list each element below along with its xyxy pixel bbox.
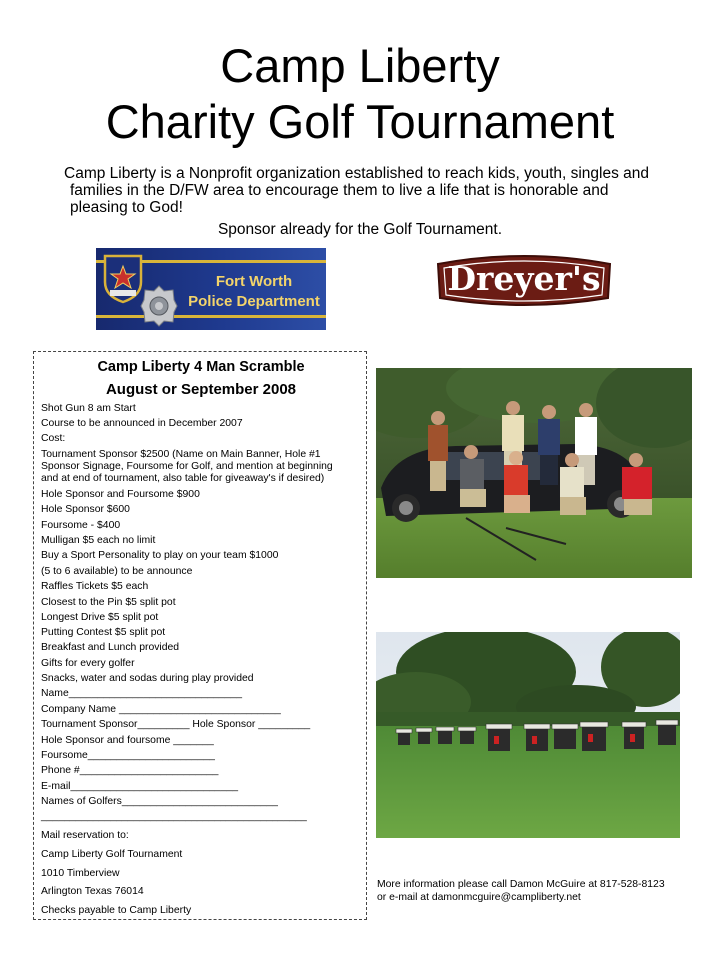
- contact-line: More information please call Damon McGuire at 817-528-8123: [377, 879, 665, 890]
- form-line: and at end of tournament, also table for giveaway's if desired): [41, 473, 325, 484]
- email-field: E-mail_____________________________: [41, 781, 239, 792]
- sponsor-note: Sponsor already for the Golf Tournament.: [217, 221, 503, 238]
- golf-carts-photo: [376, 632, 680, 838]
- police-text-line2: Police Department: [188, 293, 320, 310]
- form-line: (5 to 6 available) to be announce: [41, 566, 193, 577]
- form-line: Sponsor Signage, Foursome for Golf, and mention at beginning: [41, 461, 333, 472]
- intro-line: Camp Liberty is a Nonprofit organization established to reach kids, youth, singles and: [64, 165, 650, 182]
- company-name-field: Company Name ____________________________: [41, 704, 281, 715]
- form-line: Raffles Tickets $5 each: [41, 581, 149, 592]
- mail-line: Checks payable to Camp Liberty: [41, 905, 192, 916]
- form-line: Hole Sponsor and Foursome $900: [41, 489, 200, 500]
- police-patch-icon: [102, 252, 144, 304]
- form-line: Snacks, water and sodas during play provided: [41, 673, 254, 684]
- golfers-group-image: [376, 368, 692, 578]
- form-subtitle: August or September 2008: [105, 381, 297, 398]
- form-line: Shot Gun 8 am Start: [41, 403, 136, 414]
- mail-line: 1010 Timberview: [41, 868, 120, 879]
- page-title-line2: Charity Golf Tournament: [105, 95, 615, 148]
- banner-stripe: [96, 315, 326, 318]
- form-line: Gifts for every golfer: [41, 658, 135, 669]
- sponsor-type-field: Tournament Sponsor_________ Hole Sponsor _________: [41, 719, 311, 730]
- mail-line: Mail reservation to:: [41, 830, 129, 841]
- registration-form-box: [33, 351, 367, 920]
- hole-sponsor-foursome-field: Hole Sponsor and foursome _______: [41, 735, 214, 746]
- mail-line: Camp Liberty Golf Tournament: [41, 849, 183, 860]
- name-field: Name______________________________: [41, 688, 243, 699]
- form-line: Buy a Sport Personality to play on your team $1000: [41, 550, 279, 561]
- tournament-sponsor-paragraph: [41, 449, 359, 485]
- police-logo-text: [184, 272, 324, 312]
- form-line: Hole Sponsor $600: [41, 504, 130, 515]
- police-badge-icon: [140, 284, 178, 328]
- intro-line: families in the D/FW area to encourage them to live a life that is honorable and: [70, 182, 609, 199]
- intro-paragraph: [64, 165, 684, 216]
- contact-info: [377, 878, 665, 904]
- form-line: Foursome - $400: [41, 520, 121, 531]
- golfer-names-field-line2: ______________________________________________: [41, 811, 307, 822]
- contact-line: or e-mail at damonmcguire@campliberty.net: [377, 892, 581, 903]
- form-line: Cost:: [41, 433, 66, 444]
- fort-worth-police-logo: [96, 248, 326, 330]
- police-text-line1: Fort Worth: [215, 273, 293, 290]
- golfer-names-field: Names of Golfers___________________________: [41, 796, 278, 807]
- form-line: Closest to the Pin $5 split pot: [41, 597, 176, 608]
- form-title: Camp Liberty 4 Man Scramble: [97, 359, 305, 375]
- mail-line: Arlington Texas 76014: [41, 886, 144, 897]
- form-line: Course to be announced in December 2007: [41, 418, 243, 429]
- dreyers-logo: [434, 252, 614, 310]
- form-line: Breakfast and Lunch provided: [41, 642, 180, 653]
- dreyers-logo-text: Dreyer's: [447, 259, 601, 298]
- phone-field: Phone #________________________: [41, 765, 219, 776]
- foursome-field: Foursome______________________: [41, 750, 215, 761]
- page-title-line1: Camp Liberty: [220, 39, 500, 92]
- form-line: Tournament Sponsor $2500 (Name on Main Banner, Hole #1: [41, 449, 321, 460]
- form-line: Mulligan $5 each no limit: [41, 535, 156, 546]
- form-line: Longest Drive $5 split pot: [41, 612, 159, 623]
- golfers-group-photo: [376, 368, 692, 578]
- form-line: Putting Contest $5 split pot: [41, 627, 166, 638]
- golf-carts-image: [376, 632, 680, 838]
- intro-line: pleasing to God!: [70, 199, 183, 216]
